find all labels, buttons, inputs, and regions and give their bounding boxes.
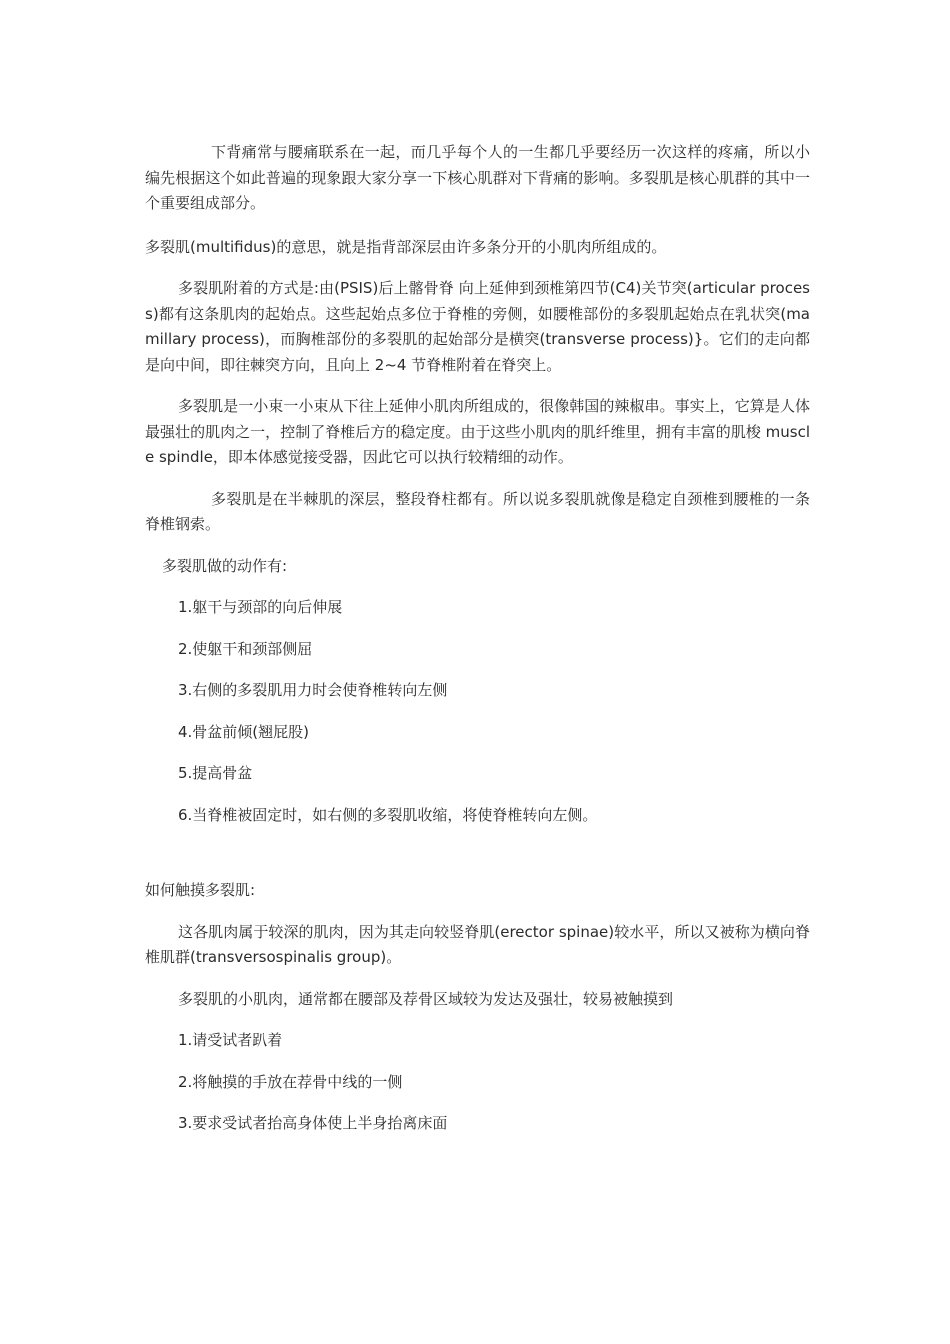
step-item: 3.要求受试者抬高身体使上半身抬离床面	[178, 1114, 448, 1132]
action-item: 5.提高骨盆	[178, 764, 253, 782]
intro-paragraph: 下背痛常与腰痛联系在一起，而几乎每个人的一生都几乎要经历一次这样的疼痛，所以小编先根据这个如此普遍的现象跟大家分享一下核心肌群对下背痛的影响。多裂肌是核心肌群的其中一个重要组成部分。	[145, 143, 810, 212]
attachment-paragraph: 多裂肌附着的方式是:由(PSIS)后上髂骨脊 向上延伸到颈椎第四节(C4)关节突(articular process)都有这条肌肉的起始点。这些起始点多位于脊椎的旁侧，如腰椎部份的多裂肌起始点在乳状突(mamillary process)，而胸椎部份的多裂肌的起始部分是横突(transverse process)}。它们的走向都是向中间，即往棘突方向，且向上 2~4 节脊椎附着在脊突上。	[145, 279, 810, 374]
action-item: 6.当脊椎被固定时，如右侧的多裂肌收缩，将使脊椎转向左侧。	[178, 805, 598, 824]
palpation-heading: 如何触摸多裂肌:	[145, 881, 256, 899]
location-paragraph: 多裂肌是在半棘肌的深层，整段脊柱都有。所以说多裂肌就像是稳定自颈椎到腰椎的一条脊椎钢索。	[145, 489, 810, 533]
action-item: 3.右侧的多裂肌用力时会使脊椎转向左侧	[178, 681, 448, 699]
depth-paragraph: 这各肌肉属于较深的肌肉，因为其走向较竖脊肌(erector spinae)较水平，所以又被称为横向脊椎肌群(transversospinalis group)。	[145, 922, 810, 966]
definition-paragraph: 多裂肌(multifidus)的意思，就是指背部深层由许多条分开的小肌肉所组成的。	[145, 237, 667, 256]
palpation-paragraph: 多裂肌的小肌肉，通常都在腰部及荐骨区域较为发达及强壮，较易被触摸到	[178, 989, 674, 1008]
action-item: 2.使躯干和颈部侧屈	[178, 639, 313, 658]
structure-paragraph: 多裂肌是一小束一小束从下往上延伸小肌肉所组成的，很像韩国的辣椒串。事实上，它算是人体最强壮的肌肉之一，控制了脊椎后方的稳定度。由于这些小肌肉的肌纤维里，拥有丰富的肌梭 muscle spindle，即本体感觉接受器，因此它可以执行较精细的动作。	[145, 397, 810, 466]
action-item: 4.骨盆前倾(翘屁股)	[178, 722, 310, 741]
step-item: 2.将触摸的手放在荐骨中线的一侧	[178, 1072, 403, 1091]
step-item: 1.请受试者趴着	[178, 1031, 283, 1049]
actions-heading: 多裂肌做的动作有:	[162, 556, 288, 575]
action-item: 1.躯干与颈部的向后伸展	[178, 598, 343, 616]
document-body	[145, 140, 810, 1137]
